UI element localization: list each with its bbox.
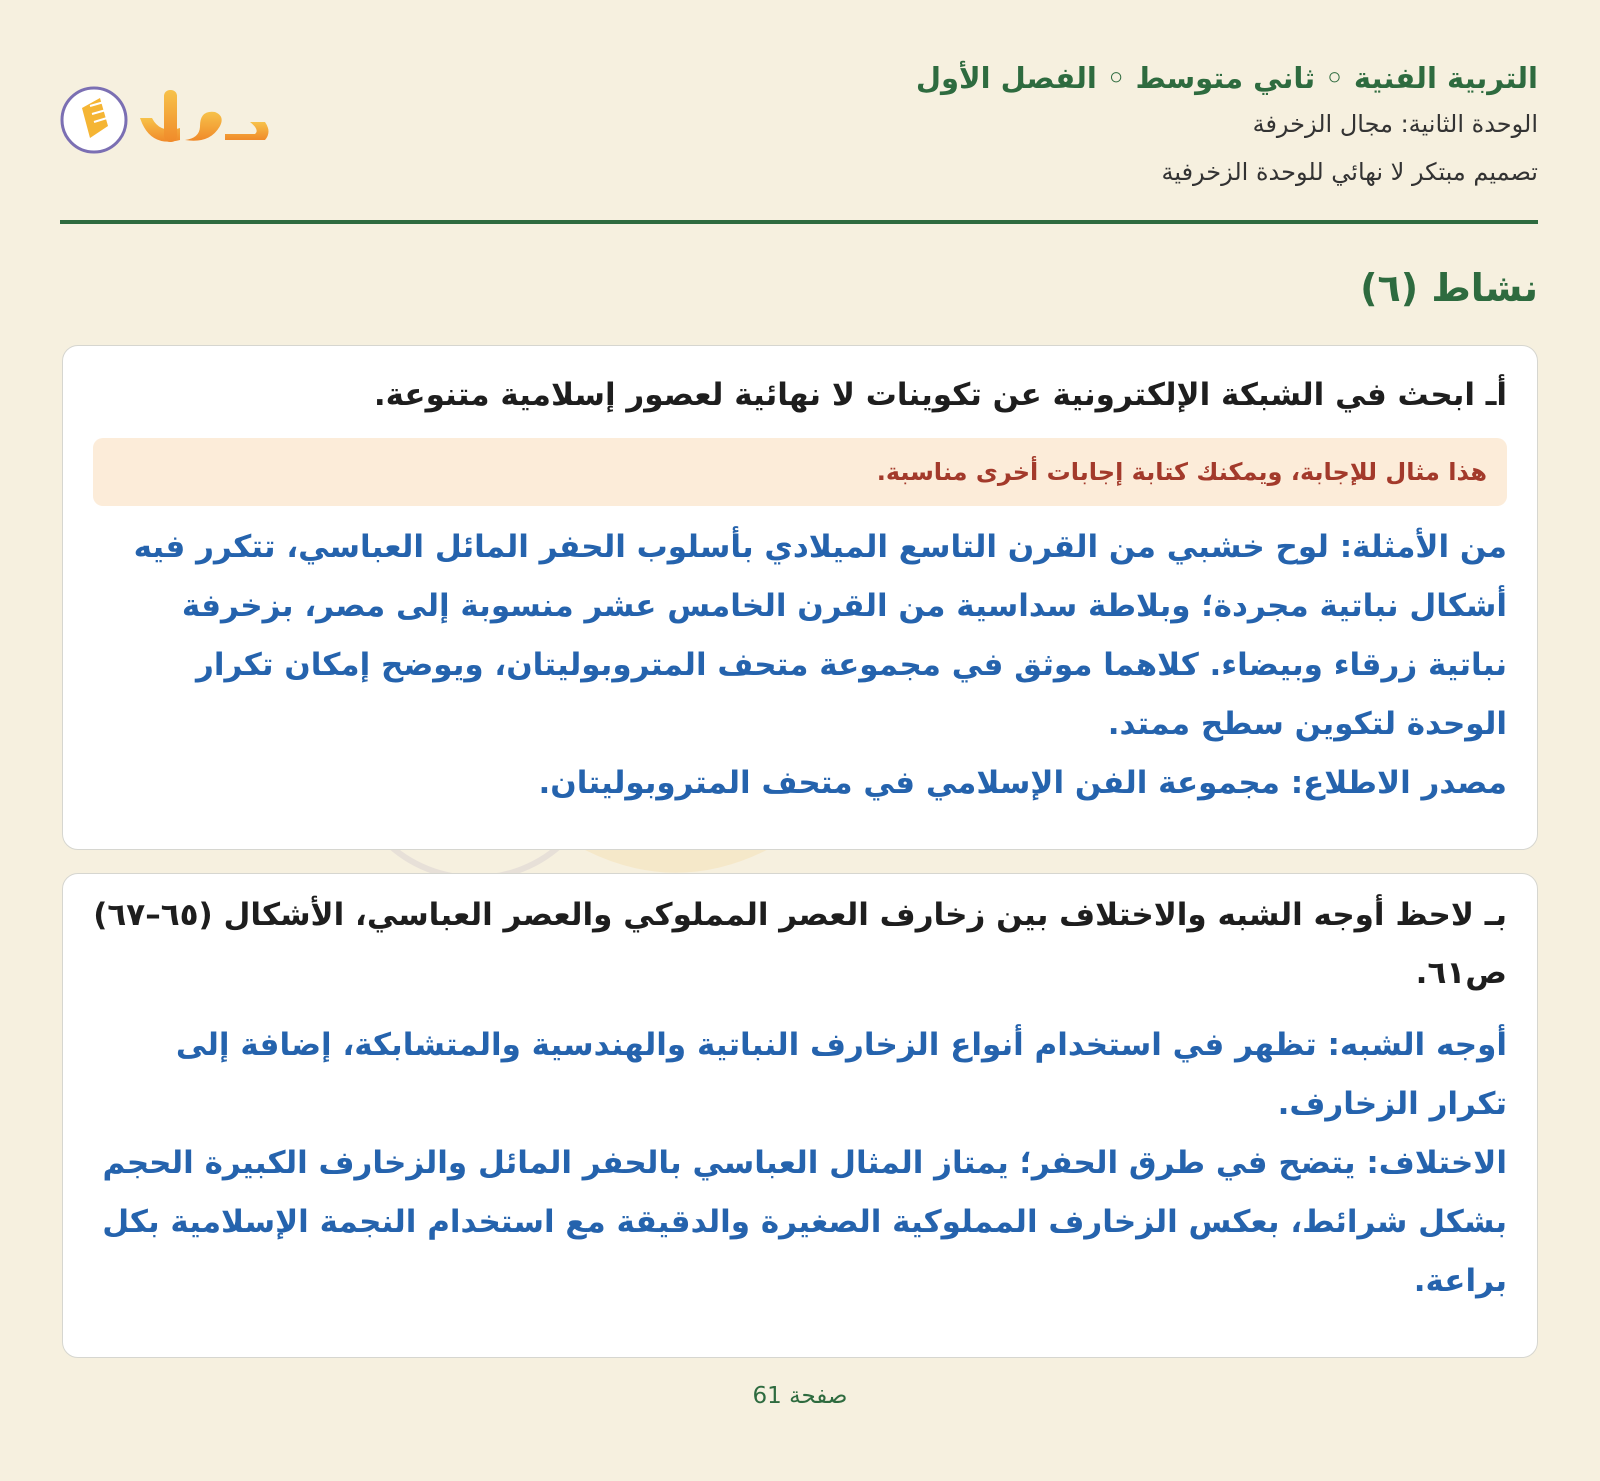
page [60, 0, 1538, 1481]
activity-card-b [62, 873, 1538, 1358]
answer-a-source: مصدر الاطلاع: مجموعة الفن الإسلامي في متحف المتروبوليتان. [538, 765, 1507, 801]
answer-a [93, 518, 1507, 813]
course-title: التربية الفنية ◦ ثاني متوسط ◦ الفصل الأول [915, 61, 1538, 95]
header-text [916, 56, 1538, 196]
lesson-title: تصميم مبتكر لا نهائي للوحدة الزخرفية [1161, 158, 1538, 186]
header-divider [60, 220, 1538, 224]
answer-b-difference: الاختلاف: يتضح في طرق الحفر؛ يمتاز المثال العباسي بالحفر المائل والزخارف الكبيرة الحجم بشكل شرائط، بعكس الزخارف المملوكية الصغيرة والدقيقة مع استخدام النجمة الإسلامية بكل براعة. [102, 1145, 1507, 1299]
answer-b-similarity: أوجه الشبه: تظهر في استخدام أنواع الزخارف النباتية والهندسية والمتشابكة، إضافة إلى تكرار الزخارف. [175, 1027, 1507, 1122]
answer-note: هذا مثال للإجابة، ويمكنك كتابة إجابات أخرى مناسبة. [93, 438, 1507, 506]
question-b [93, 886, 1507, 1002]
question-a [93, 366, 1507, 424]
page-number: صفحة 61 [752, 1383, 848, 1409]
unit-title: الوحدة الثانية: مجال الزخرفة [1252, 110, 1538, 138]
answer-a-text: من الأمثلة: لوح خشبي من القرن التاسع الميلادي بأسلوب الحفر المائل العباسي، تتكرر فيه أشكال نباتية مجردة؛ وبلاطة سداسية من القرن الخامس عشر منسوبة إلى مصر، بزخرفة نباتية زرقاء وبيضاء. كلاهما موثق في مجموعة متحف المتروبوليتان، ويوضح إمكان تكرار الوحدة لتكوين سطح ممتد. [133, 529, 1507, 742]
answer-b [93, 1016, 1507, 1311]
activity-card-a [62, 345, 1538, 850]
hulool-logo [60, 78, 275, 162]
header [60, 50, 1538, 220]
activity-title: نشاط (٦) [1360, 266, 1538, 310]
question-a-text: أـ ابحث في الشبكة الإلكترونية عن تكوينات لا نهائية لعصور إسلامية متنوعة. [373, 377, 1507, 413]
question-b-text: بـ لاحظ أوجه الشبه والاختلاف بين زخارف العصر المملوكي والعصر العباسي، الأشكال (٦٥–٦٧) ص٦١. [93, 897, 1507, 991]
